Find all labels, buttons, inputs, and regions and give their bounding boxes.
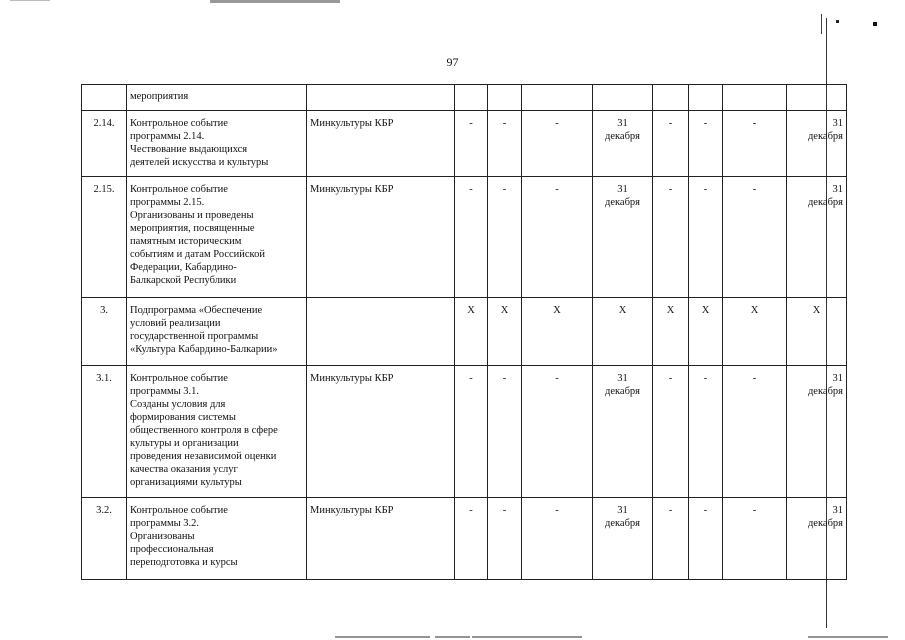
executor [307,85,455,111]
scan-artifact-top-left [10,0,50,1]
event-name: мероприятия [127,85,307,111]
cell: - [689,366,723,498]
cell: - [455,111,488,177]
cell: - [522,366,593,498]
deadline-cell: 31 декабря [787,111,847,177]
row-number: 3.2. [82,498,127,580]
scan-artifact-dot [836,20,839,23]
cell: - [488,111,522,177]
cell [593,85,653,111]
cell: - [723,366,787,498]
cell: - [689,111,723,177]
cell: X [455,298,488,366]
row-number: 3.1. [82,366,127,498]
event-name: Контрольное событие программы 3.2. Организованы профессиональная переподготовка и курсы [127,498,307,580]
scan-artifact-line-short [821,14,822,34]
cell: - [689,177,723,298]
cell [653,85,689,111]
cell: - [522,498,593,580]
scan-artifact-dot [873,22,877,26]
cell: - [723,498,787,580]
scan-artifact-bottom [435,636,470,638]
cell: - [723,177,787,298]
table-row [82,111,847,177]
cell: X [689,298,723,366]
subprogram-name: Подпрограмма «Обеспечение условий реализации государственной программы «Культура Кабардино-Балкарии» [127,298,307,366]
cell: - [488,366,522,498]
cell: - [723,111,787,177]
control-events-table [81,84,847,580]
cell [723,85,787,111]
scan-artifact-bottom [335,636,430,638]
cell: X [653,298,689,366]
cell [488,85,522,111]
cell: - [488,177,522,298]
scan-artifact-top [210,0,340,3]
executor: Минкультуры КБР [307,366,455,498]
deadline-cell: 31 декабря [787,366,847,498]
deadline-cell: 31 декабря [787,498,847,580]
table-row [82,85,847,111]
cell: - [455,366,488,498]
row-number: 2.14. [82,111,127,177]
cell [455,85,488,111]
cell: - [653,177,689,298]
event-name: Контрольное событие программы 2.15. Организованы и проведены мероприятия, посвященные памятным историческим событиям и датам Российской Федерации, Кабардино- Балкарской Республики [127,177,307,298]
cell: - [689,498,723,580]
cell [787,85,847,111]
cell [689,85,723,111]
table-row [82,177,847,298]
cell: - [653,498,689,580]
scan-artifact-bottom [808,636,888,638]
event-name: Контрольное событие программы 2.14. Чествование выдающихся деятелей искусства и культуры [127,111,307,177]
deadline-cell: 31 декабря [593,177,653,298]
cell: - [455,177,488,298]
table-row [82,366,847,498]
cell [522,85,593,111]
row-number: 3. [82,298,127,366]
cell: X [522,298,593,366]
cell: X [723,298,787,366]
row-number [82,85,127,111]
event-name: Контрольное событие программы 3.1. Созданы условия для формирования системы общественного контроля в сфере культуры и организации проведения независимой оценки качества оказания услуг организациями культуры [127,366,307,498]
page-number: 97 [446,55,459,69]
cell: X [488,298,522,366]
cell: - [522,111,593,177]
cell: X [787,298,847,366]
table-row [82,298,847,366]
deadline-cell: 31 декабря [593,111,653,177]
cell: X [593,298,653,366]
deadline-cell: 31 декабря [787,177,847,298]
table-row [82,498,847,580]
executor [307,298,455,366]
deadline-cell: 31 декабря [593,498,653,580]
executor: Минкультуры КБР [307,498,455,580]
executor: Минкультуры КБР [307,177,455,298]
cell: - [488,498,522,580]
scan-artifact-bottom [472,636,582,638]
cell: - [653,111,689,177]
deadline-cell: 31 декабря [593,366,653,498]
executor: Минкультуры КБР [307,111,455,177]
cell: - [522,177,593,298]
cell: - [653,366,689,498]
row-number: 2.15. [82,177,127,298]
cell: - [455,498,488,580]
